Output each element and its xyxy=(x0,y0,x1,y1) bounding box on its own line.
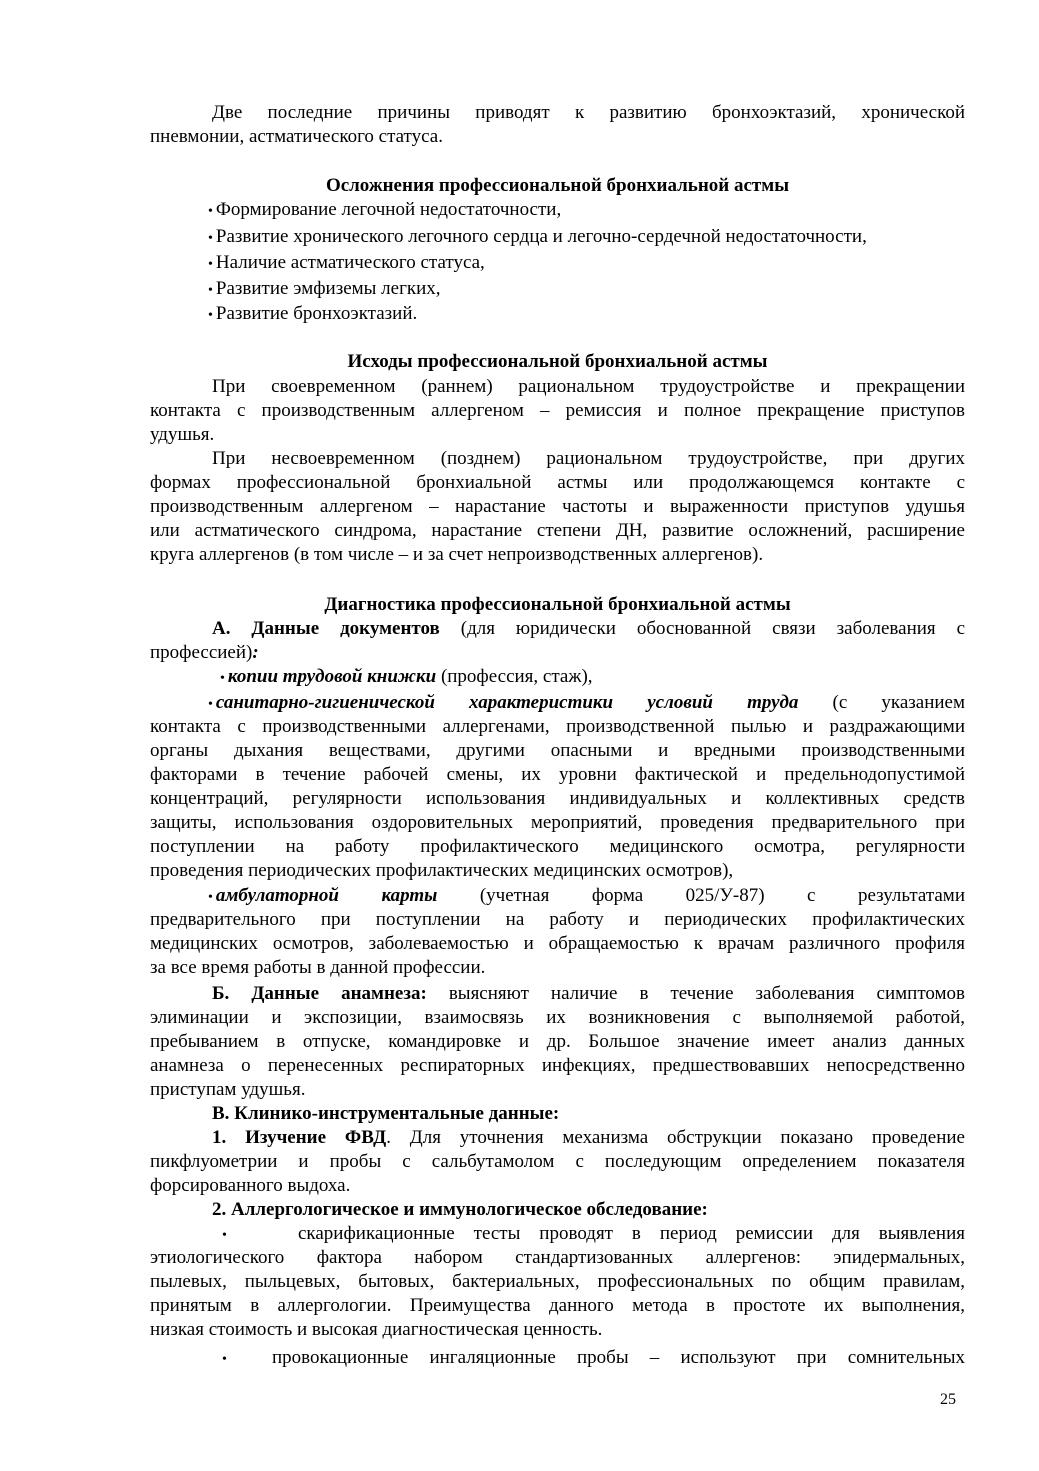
paragraph-line: факторами в течение рабочей смены, их уровни фактической и предельнодопустимой xyxy=(150,764,965,785)
paragraph-line: провокационные ингаляционные пробы – используют при сомнительных xyxy=(272,1347,965,1368)
paragraph-line: медицинских осмотров, заболеваемостью и обращаемостью к врачам различного профиля xyxy=(150,933,965,954)
fvd-line: 1. Изучение ФВД. Для уточнения механизма обструкции показано проведение xyxy=(212,1127,965,1148)
section-a-line: А. Данные документов (для юридически обоснованной связи заболевания с xyxy=(212,618,966,639)
bullet-icon: • xyxy=(208,283,213,298)
paragraph-line: круга аллергенов (в том числе – и за счет непроизводственных аллергенов). xyxy=(150,544,764,565)
bullet-icon: • xyxy=(208,890,213,905)
paragraph-line: за все время работы в данной профессии. xyxy=(150,957,486,978)
paragraph-line: защиты, использования оздоровительных мероприятий, проведения предварительного при xyxy=(150,812,965,833)
bullet-icon: • xyxy=(222,1352,227,1367)
paragraph-line: пикфлуометрии и пробы с сальбутамолом с последующим определением показателя xyxy=(150,1151,965,1172)
paragraph-line: анамнеза о перенесенных респираторных инфекциях, предшествовавших непосредственно xyxy=(150,1055,965,1076)
bullet-icon: • xyxy=(208,204,213,219)
intro-line: пневмонии, астматического статуса. xyxy=(150,126,443,147)
paragraph-line: низкая стоимость и высокая диагностическая ценность. xyxy=(150,1319,603,1340)
paragraph-line: поступлении на работу профилактического медицинского осмотра, регулярности xyxy=(150,836,965,857)
paragraph-line: При своевременном (раннем) рациональном трудоустройстве и прекращении xyxy=(212,376,965,397)
bullet-icon: • xyxy=(208,697,213,712)
intro-line: Две последние причины приводят к развитию бронхоэктазий, хронической xyxy=(212,102,965,123)
section-b-line: Б. Данные анамнеза: выясняют наличие в течение заболевания симптомов xyxy=(212,983,966,1004)
page-number: 25 xyxy=(940,1391,956,1408)
complication-item: • Наличие астматического статуса, xyxy=(208,252,485,273)
paragraph-line: приступам удушья. xyxy=(150,1079,306,1100)
paragraph-line: органы дыхания веществами, другими опасными и вредными производственными xyxy=(150,740,965,761)
complication-item: • Развитие эмфиземы легких, xyxy=(208,278,441,299)
complication-item: • Формирование легочной недостаточности, xyxy=(208,199,562,220)
paragraph-line: концентраций, регулярности использования индивидуальных и коллективных средств xyxy=(150,788,965,809)
paragraph-line: или астматического синдрома, нарастание степени ДН, развитие осложнений, расширение xyxy=(150,520,965,541)
paragraph-line: этиологического фактора набором стандартизованных аллергенов: эпидермальных, xyxy=(150,1247,965,1268)
section-a-line: профессией): xyxy=(150,642,259,663)
paragraph-line: формах профессиональной бронхиальной астмы или продолжающемся контакте с xyxy=(150,472,965,493)
paragraph-line: скарификационные тесты проводят в период ремиссии для выявления xyxy=(298,1223,965,1244)
section-v-heading: В. Клинико-инструментальные данные: xyxy=(212,1103,560,1124)
paragraph-line: контакта с производственными аллергенами, производственной пылью и раздражающими xyxy=(150,716,965,737)
complications-heading: Осложнения профессиональной бронхиальной астмы xyxy=(325,175,790,196)
complication-item: • Развитие хронического легочного сердца и легочно-сердечной недостаточности, xyxy=(208,226,867,247)
document-item: • копии трудовой книжки (профессия, стаж), xyxy=(220,666,593,687)
paragraph-line: элиминации и экспозиции, взаимосвязь их возникновения с выполняемой работой, xyxy=(150,1007,965,1028)
allergo-heading: 2. Аллергологическое и иммунологическое обследование: xyxy=(212,1199,708,1220)
paragraph-line: контакта с производственным аллергеном – ремиссия и полное прекращение приступов xyxy=(150,400,965,421)
bullet-icon: • xyxy=(208,231,213,246)
paragraph-line: проведения периодических профилактических медицинских осмотров), xyxy=(150,860,734,881)
paragraph-line: пребыванием в отпуске, командировке и др. Большое значение имеет анализ данных xyxy=(150,1031,965,1052)
diagnostics-heading: Диагностика профессиональной бронхиальной астмы xyxy=(324,594,791,615)
outcomes-heading: Исходы профессиональной бронхиальной астмы xyxy=(347,351,768,372)
paragraph-line: удушья. xyxy=(150,424,215,445)
paragraph-line: предварительного при поступлении на работу и периодических профилактических xyxy=(150,909,965,930)
paragraph-line: принятым в аллергологии. Преимущества данного метода в простоте их выполнения, xyxy=(150,1295,965,1316)
bullet-icon: • xyxy=(208,257,213,272)
document-item: • санитарно-гигиенической характеристики условий труда (с указанием xyxy=(208,692,966,713)
document-item: • амбулаторной карты (учетная форма 025/У-87) с результатами xyxy=(208,885,965,906)
paragraph-line: форсированного выдоха. xyxy=(150,1175,351,1196)
complication-item: • Развитие бронхоэктазий. xyxy=(208,303,418,324)
paragraph-line: пылевых, пыльцевых, бытовых, бактериальных, профессиональных по общим правилам, xyxy=(150,1271,965,1292)
bullet-icon: • xyxy=(220,671,225,686)
bullet-icon: • xyxy=(208,308,213,323)
paragraph-line: производственным аллергеном – нарастание частоты и выраженности приступов удушья xyxy=(150,496,965,517)
bullet-icon: • xyxy=(222,1228,227,1243)
paragraph-line: При несвоевременном (позднем) рациональном трудоустройстве, при других xyxy=(212,448,965,469)
